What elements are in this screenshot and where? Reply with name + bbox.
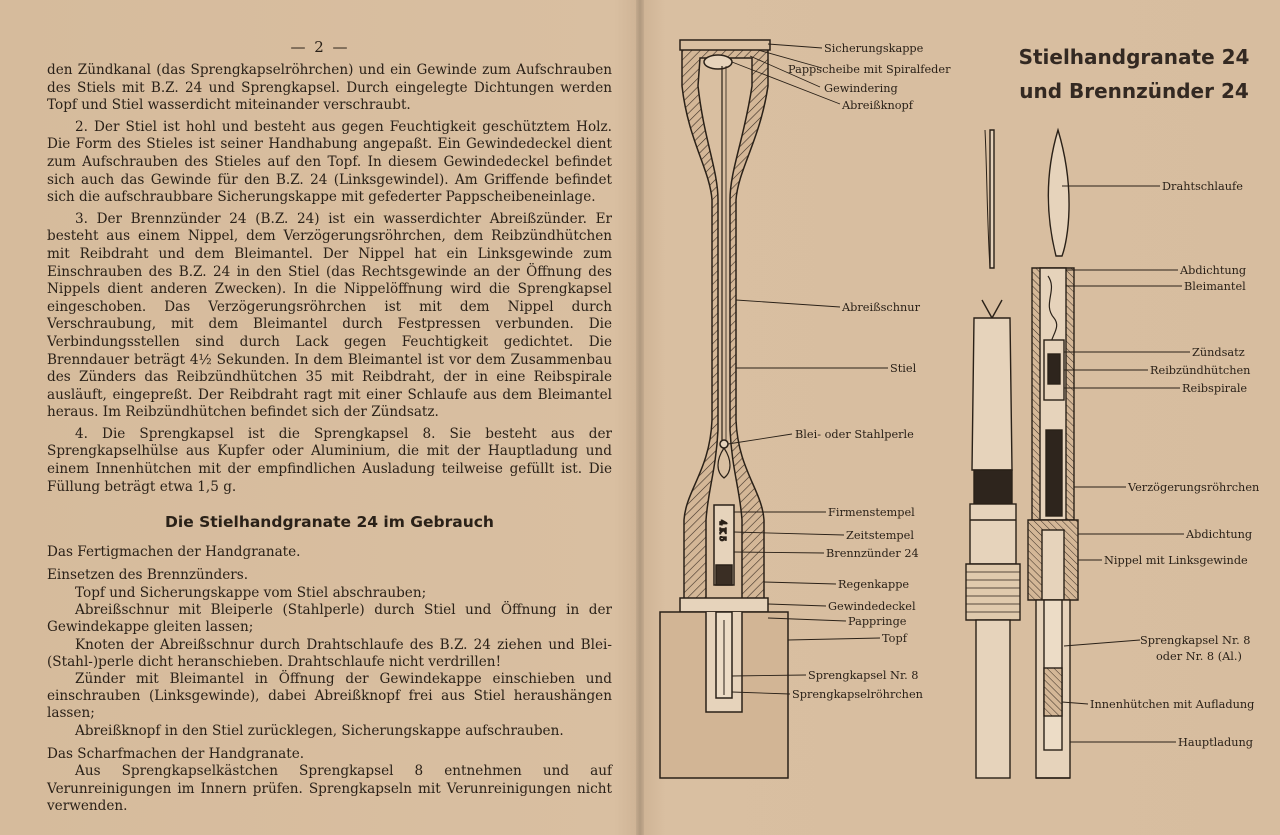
right-page xyxy=(640,0,1280,835)
label-innenhuetchen: Innenhütchen mit Aufladung xyxy=(1090,698,1255,711)
label-brennzuender: Brennzünder 24 xyxy=(826,547,919,560)
paragraph-2: 2. Der Stiel ist hohl und besteht aus gegen Feuchtigkeit geschütztem Holz. Die Form des Stieles ist seiner Handhabung angepaßt. Ein Gewindedeckel dient zum Aufschrauben des Stieles auf den Topf. In diesem Gewindedeckel befindet sich auch das Gewinde für den B.Z. 24 (Linksgewindel). Am Griffende befindet sich die aufschraubbare Sicherungskappe mit gefederter Pappscheibeneinlage. xyxy=(47,118,612,206)
page-number: — 2 — xyxy=(290,38,350,56)
label-sprengkapsel-8: Sprengkapsel Nr. 8 xyxy=(1140,634,1251,647)
label-firmenstempel: Firmenstempel xyxy=(828,506,915,519)
label-sprengkapselroehrchen: Sprengkapselröhrchen xyxy=(792,688,923,701)
step-3: Knoten der Abreißschnur durch Drahtschlaufe des B.Z. 24 ziehen und Blei-(Stahl-)perle dicht heranschieben. Drahtschlaufe nicht verdrillen! xyxy=(47,636,612,670)
label-nippel: Nippel mit Linksgewinde xyxy=(1104,554,1248,567)
label-gewindedeckel: Gewindedeckel xyxy=(828,600,916,613)
step-4: Zünder mit Bleimantel in Öffnung der Gewindekappe einschieben und einschrauben (Linksgewinde), dabei Abreißknopf frei aus Stiel heraushängen lassen; xyxy=(47,671,612,722)
label-verzoegerungsroehrchen: Verzögerungsröhrchen xyxy=(1128,481,1260,494)
bead xyxy=(720,440,728,448)
figure-title-line-2: und Brennzünder 24 xyxy=(1019,79,1249,103)
label-regenkappe: Regenkappe xyxy=(838,578,910,591)
fuze-section-drawing xyxy=(1028,130,1078,778)
label-hauptladung: Hauptladung xyxy=(1178,736,1253,749)
subheading-arm: Das Scharfmachen der Handgranate. xyxy=(47,745,305,762)
label-zuendsatz: Zündsatz xyxy=(1192,346,1245,359)
text-block xyxy=(47,62,612,815)
figure-title-line-1: Stielhandgranate 24 xyxy=(1018,45,1250,69)
subheading-prepare: Das Fertigmachen der Handgranate. xyxy=(47,543,301,560)
step-2: Abreißschnur mit Bleiperle (Stahlperle) durch Stiel und Öffnung in der Gewindekappe gleiten lassen; xyxy=(47,602,612,636)
fuze-exterior-drawing xyxy=(966,130,1020,778)
label-sprengkapsel: Sprengkapsel Nr. 8 xyxy=(808,669,919,682)
figure-svg xyxy=(640,0,1280,835)
label-bleimantel: Bleimantel xyxy=(1184,280,1246,293)
threaded-cover xyxy=(680,598,768,612)
stem-marking: 4 K 5 xyxy=(718,520,727,542)
label-zeitstempel: Zeitstempel xyxy=(846,529,914,542)
safety-cap xyxy=(680,40,770,50)
subheading-insert-fuze: Einsetzen des Brennzünders. xyxy=(47,567,249,584)
label-reibspirale: Reibspirale xyxy=(1182,382,1248,395)
grenade-labels xyxy=(788,42,951,701)
label-abdichtung-1: Abdichtung xyxy=(1180,264,1247,277)
fuze-labels xyxy=(1090,180,1259,749)
grenade-drawing xyxy=(660,40,788,778)
label-abdichtung-2: Abdichtung xyxy=(1186,528,1253,541)
label-pappscheibe: Pappscheibe mit Spiralfeder xyxy=(788,63,951,76)
label-sprengkapsel-al: oder Nr. 8 (Al.) xyxy=(1156,650,1242,663)
label-drahtschlaufe: Drahtschlaufe xyxy=(1162,180,1243,193)
step-arm-1: Aus Sprengkapselkästchen Sprengkapsel 8 entnehmen und auf Verunreinigungen im Innern prüfen. Sprengkapseln mit Verunreinigungen nicht verwenden. xyxy=(47,763,612,814)
step-1: Topf und Sicherungskappe vom Stiel abschrauben; xyxy=(75,585,427,602)
section-title: Die Stielhandgranate 24 im Gebrauch xyxy=(165,513,494,532)
label-reibzuendhuetchen: Reibzündhütchen xyxy=(1150,364,1251,377)
figure-title xyxy=(1014,40,1254,108)
step-5: Abreißknopf in den Stiel zurücklegen, Sicherungskappe aufschrauben. xyxy=(75,722,564,739)
paragraph-3: 3. Der Brennzünder 24 (B.Z. 24) ist ein wasserdichter Abreißzünder. Er besteht aus einem Nippel, dem Verzögerungsröhrchen, dem Reibzündhütchen mit Reibdraht und dem Bleimantel. Der Nippel hat ein Linksgewinde zum Einschrauben des B.Z. 24 in den Stiel (das Rechtsgewinde an der Öffnung des Nippels dient anderen Zwecken). In die Nippelöffnung wird die Sprengkapsel eingeschoben. Das Verzögerungsröhrchen ist mit dem Nippel durch Verschraubung, mit dem Bleimantel durch Festpressen verbunden. Die Verbindungsstellen sind durch Lack gegen Feuchtigkeit gedichtet. Die Brenndauer beträgt 4½ Sekunden. In dem Bleimantel ist vor dem Zusammenbau des Zünders das Reibzündhütchen 35 mit Reibdraht, der in eine Reibspirale ausläuft, eingepreßt. Der Reibdraht ragt mit einer Schlaufe aus dem Bleimantel heraus. Im Reibzündhütchen befindet sich der Zündsatz. xyxy=(47,210,612,421)
label-pappringe: Pappringe xyxy=(848,615,907,628)
label-gewindering: Gewindering xyxy=(824,82,898,95)
label-stiel: Stiel xyxy=(890,362,917,375)
label-bleiperle: Blei- oder Stahlperle xyxy=(795,428,914,441)
pull-knob xyxy=(704,55,732,69)
label-sicherungskappe: Sicherungskappe xyxy=(824,42,924,55)
paragraph-4: 4. Die Sprengkapsel ist die Sprengkapsel 8. Sie besteht aus der Sprengkapselhülse aus Kupfer oder Aluminium, die mit der Hauptladung und einem Innenhütchen mit der empfindlichen Ausladung teilweise gefüllt ist. Die Füllung beträgt etwa 1,5 g. xyxy=(47,425,612,495)
label-abreissknopf: Abreißknopf xyxy=(842,99,913,112)
label-abreissschnur: Abreißschnur xyxy=(842,301,920,314)
paragraph-1: den Zündkanal (das Sprengkapselröhrchen) und ein Gewinde zum Aufschrauben des Stiels mit B.Z. 24 und Sprengkapsel. Durch eingelegte Dichtungen werden Topf und Stiel wasserdicht miteinander verschraubt. xyxy=(47,62,612,114)
label-topf: Topf xyxy=(882,632,907,645)
